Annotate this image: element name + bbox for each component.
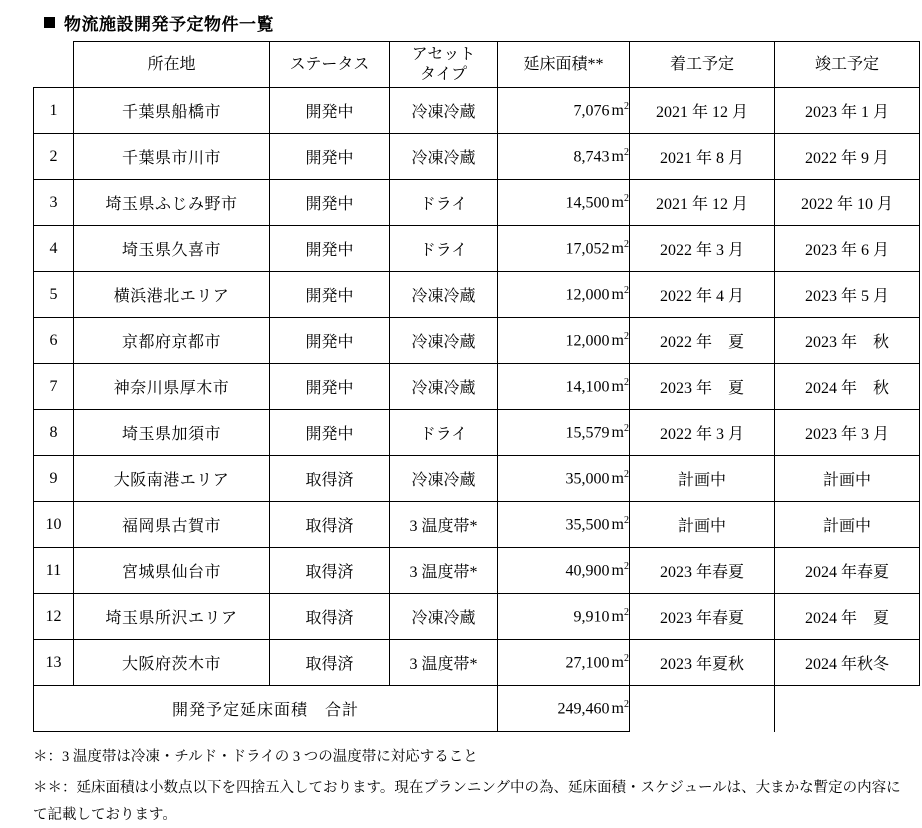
row-location: 神奈川県厚木市: [74, 364, 270, 410]
row-completion-date: 2022 年 9 月: [775, 134, 920, 180]
row-floor-area-unit: m: [611, 378, 624, 396]
row-floor-area: [498, 88, 630, 134]
footer-blank-end: [775, 686, 920, 732]
row-start-date: 2021 年 8 月: [630, 134, 775, 180]
square-exponent: 2: [624, 652, 629, 664]
row-location: 埼玉県加須市: [74, 410, 270, 456]
row-asset-type: 3 温度帯*: [390, 502, 498, 548]
row-start-date: 2021 年 12 月: [630, 180, 775, 226]
row-floor-area-value: 12,000: [565, 286, 610, 304]
row-start-date: 2023 年春夏: [630, 594, 775, 640]
square-exponent: 2: [624, 100, 629, 112]
row-floor-area-unit: m: [611, 424, 624, 442]
row-floor-area-value: 7,076: [573, 102, 610, 120]
row-completion-date: 計画中: [775, 456, 920, 502]
row-start-date: 2022 年 3 月: [630, 226, 775, 272]
row-asset-type: ドライ: [390, 180, 498, 226]
row-number: 9: [34, 456, 74, 502]
column-header-asset-type: [390, 42, 498, 88]
row-number: 5: [34, 272, 74, 318]
row-asset-type: 冷凍冷蔵: [390, 456, 498, 502]
row-floor-area: [498, 134, 630, 180]
table-row: [34, 640, 920, 686]
row-location: 福岡県古賀市: [74, 502, 270, 548]
row-status: 開発中: [270, 272, 390, 318]
row-floor-area-value: 40,900: [565, 562, 610, 580]
row-completion-date: 2024 年秋冬: [775, 640, 920, 686]
row-status: 取得済: [270, 640, 390, 686]
row-asset-type: 冷凍冷蔵: [390, 134, 498, 180]
square-exponent: 2: [624, 192, 629, 204]
table-body: [34, 88, 920, 686]
table-row: [34, 548, 920, 594]
row-floor-area-unit: m: [611, 148, 624, 166]
row-floor-area-value: 14,500: [565, 194, 610, 212]
footnote-2: ＊＊：延床面積は小数点以下を四捨五入しております。現在プランニング中の為、延床面積・スケジュールは、大まかな暫定の内容にて記載しております。: [33, 779, 901, 823]
row-floor-area-unit: m: [611, 102, 624, 120]
table-row: [34, 318, 920, 364]
row-start-date: 2021 年 12 月: [630, 88, 775, 134]
row-floor-area: [498, 180, 630, 226]
row-completion-date: 2024 年春夏: [775, 548, 920, 594]
row-floor-area: [498, 318, 630, 364]
row-floor-area-unit: m: [611, 562, 624, 580]
table-row: [34, 226, 920, 272]
table-row: [34, 456, 920, 502]
row-status: 開発中: [270, 134, 390, 180]
row-number: 7: [34, 364, 74, 410]
row-asset-type: 冷凍冷蔵: [390, 272, 498, 318]
table-footer: [34, 686, 920, 732]
row-status: 取得済: [270, 548, 390, 594]
row-completion-date: 2022 年 10 月: [775, 180, 920, 226]
row-completion-date: 2024 年 夏: [775, 594, 920, 640]
table-row: [34, 134, 920, 180]
row-status: 取得済: [270, 594, 390, 640]
footnote-1: ＊：3 温度帯は冷凍・チルド・ドライの 3 つの温度帯に対応すること: [33, 749, 478, 765]
row-start-date: 2023 年夏秋: [630, 640, 775, 686]
asset-type-line2: タイプ: [419, 65, 468, 83]
table-row: [34, 180, 920, 226]
row-location: 埼玉県所沢エリア: [74, 594, 270, 640]
page-title-text: 物流施設開発予定物件一覧: [64, 15, 274, 34]
row-start-date: 2023 年 夏: [630, 364, 775, 410]
row-location: 宮城県仙台市: [74, 548, 270, 594]
row-floor-area-value: 35,000: [565, 470, 610, 488]
row-asset-type: 3 温度帯*: [390, 640, 498, 686]
square-exponent: 2: [624, 146, 629, 158]
row-floor-area-value: 14,100: [565, 378, 610, 396]
row-number: 2: [34, 134, 74, 180]
total-label: 開発予定延床面積 合計: [34, 686, 498, 732]
row-status: 開発中: [270, 180, 390, 226]
row-floor-area-unit: m: [611, 286, 624, 304]
total-area: [498, 686, 630, 732]
row-number: 12: [34, 594, 74, 640]
row-number: 1: [34, 88, 74, 134]
table-row: [34, 502, 920, 548]
row-floor-area-value: 9,910: [573, 608, 610, 626]
row-asset-type: ドライ: [390, 226, 498, 272]
row-floor-area-unit: m: [611, 516, 624, 534]
row-floor-area: [498, 502, 630, 548]
row-floor-area: [498, 272, 630, 318]
row-start-date: 2022 年 夏: [630, 318, 775, 364]
square-exponent: 2: [624, 606, 629, 618]
row-floor-area-unit: m: [611, 194, 624, 212]
row-completion-date: 2023 年 1 月: [775, 88, 920, 134]
square-exponent: 2: [624, 238, 629, 250]
row-number: 3: [34, 180, 74, 226]
row-floor-area-value: 27,100: [565, 654, 610, 672]
row-floor-area: [498, 364, 630, 410]
asset-type-line1: アセット: [411, 45, 476, 63]
square-bullet-icon: [44, 17, 55, 28]
row-start-date: 2022 年 4 月: [630, 272, 775, 318]
column-header-completion: 竣工予定: [775, 42, 920, 88]
page-title: [44, 10, 906, 35]
row-completion-date: 2023 年 5 月: [775, 272, 920, 318]
total-area-unit: m: [611, 700, 624, 718]
column-header-no: [34, 42, 74, 88]
square-exponent: 2: [624, 422, 629, 434]
row-number: 8: [34, 410, 74, 456]
row-location: 埼玉県久喜市: [74, 226, 270, 272]
square-exponent: 2: [624, 514, 629, 526]
column-header-status: ステータス: [270, 42, 390, 88]
row-status: 開発中: [270, 364, 390, 410]
footer-blank-start: [630, 686, 775, 732]
row-number: 6: [34, 318, 74, 364]
footnotes: [33, 744, 906, 828]
row-floor-area: [498, 594, 630, 640]
square-exponent: 2: [624, 468, 629, 480]
row-status: 開発中: [270, 410, 390, 456]
row-completion-date: 計画中: [775, 502, 920, 548]
row-status: 取得済: [270, 456, 390, 502]
column-header-location: 所在地: [74, 42, 270, 88]
row-start-date: 計画中: [630, 502, 775, 548]
row-status: 開発中: [270, 226, 390, 272]
total-area-value: 249,460: [557, 700, 610, 718]
square-exponent: 2: [624, 284, 629, 296]
row-asset-type: 冷凍冷蔵: [390, 318, 498, 364]
table-header: [34, 42, 920, 88]
row-location: 埼玉県ふじみ野市: [74, 180, 270, 226]
row-location: 千葉県市川市: [74, 134, 270, 180]
row-status: 開発中: [270, 88, 390, 134]
row-start-date: 2022 年 3 月: [630, 410, 775, 456]
facility-development-table: [33, 41, 920, 732]
row-asset-type: 冷凍冷蔵: [390, 364, 498, 410]
row-floor-area-value: 8,743: [573, 148, 610, 166]
row-floor-area-value: 15,579: [565, 424, 610, 442]
row-floor-area: [498, 640, 630, 686]
row-number: 10: [34, 502, 74, 548]
row-location: 大阪府茨木市: [74, 640, 270, 686]
square-exponent: 2: [624, 330, 629, 342]
row-floor-area-unit: m: [611, 654, 624, 672]
row-completion-date: 2023 年 3 月: [775, 410, 920, 456]
row-floor-area-unit: m: [611, 608, 624, 626]
row-location: 千葉県船橋市: [74, 88, 270, 134]
table-row: [34, 410, 920, 456]
row-completion-date: 2023 年 6 月: [775, 226, 920, 272]
row-asset-type: 冷凍冷蔵: [390, 594, 498, 640]
row-floor-area: [498, 226, 630, 272]
row-number: 13: [34, 640, 74, 686]
row-number: 4: [34, 226, 74, 272]
row-floor-area-unit: m: [611, 332, 624, 350]
column-header-start: 着工予定: [630, 42, 775, 88]
square-exponent: 2: [624, 698, 629, 710]
row-start-date: 2023 年春夏: [630, 548, 775, 594]
row-floor-area-unit: m: [611, 240, 624, 258]
row-location: 大阪南港エリア: [74, 456, 270, 502]
square-exponent: 2: [624, 376, 629, 388]
row-completion-date: 2024 年 秋: [775, 364, 920, 410]
table-row: [34, 594, 920, 640]
row-floor-area-value: 12,000: [565, 332, 610, 350]
row-floor-area-value: 17,052: [565, 240, 610, 258]
row-floor-area: [498, 456, 630, 502]
row-completion-date: 2023 年 秋: [775, 318, 920, 364]
row-floor-area-value: 35,500: [565, 516, 610, 534]
table-row: [34, 88, 920, 134]
row-start-date: 計画中: [630, 456, 775, 502]
row-floor-area: [498, 548, 630, 594]
square-exponent: 2: [624, 560, 629, 572]
row-location: 京都府京都市: [74, 318, 270, 364]
table-row: [34, 272, 920, 318]
row-asset-type: 冷凍冷蔵: [390, 88, 498, 134]
row-status: 開発中: [270, 318, 390, 364]
row-asset-type: ドライ: [390, 410, 498, 456]
row-asset-type: 3 温度帯*: [390, 548, 498, 594]
row-floor-area-unit: m: [611, 470, 624, 488]
table-row: [34, 364, 920, 410]
row-number: 11: [34, 548, 74, 594]
row-status: 取得済: [270, 502, 390, 548]
column-header-floor-area: 延床面積**: [498, 42, 630, 88]
row-floor-area: [498, 410, 630, 456]
row-location: 横浜港北エリア: [74, 272, 270, 318]
